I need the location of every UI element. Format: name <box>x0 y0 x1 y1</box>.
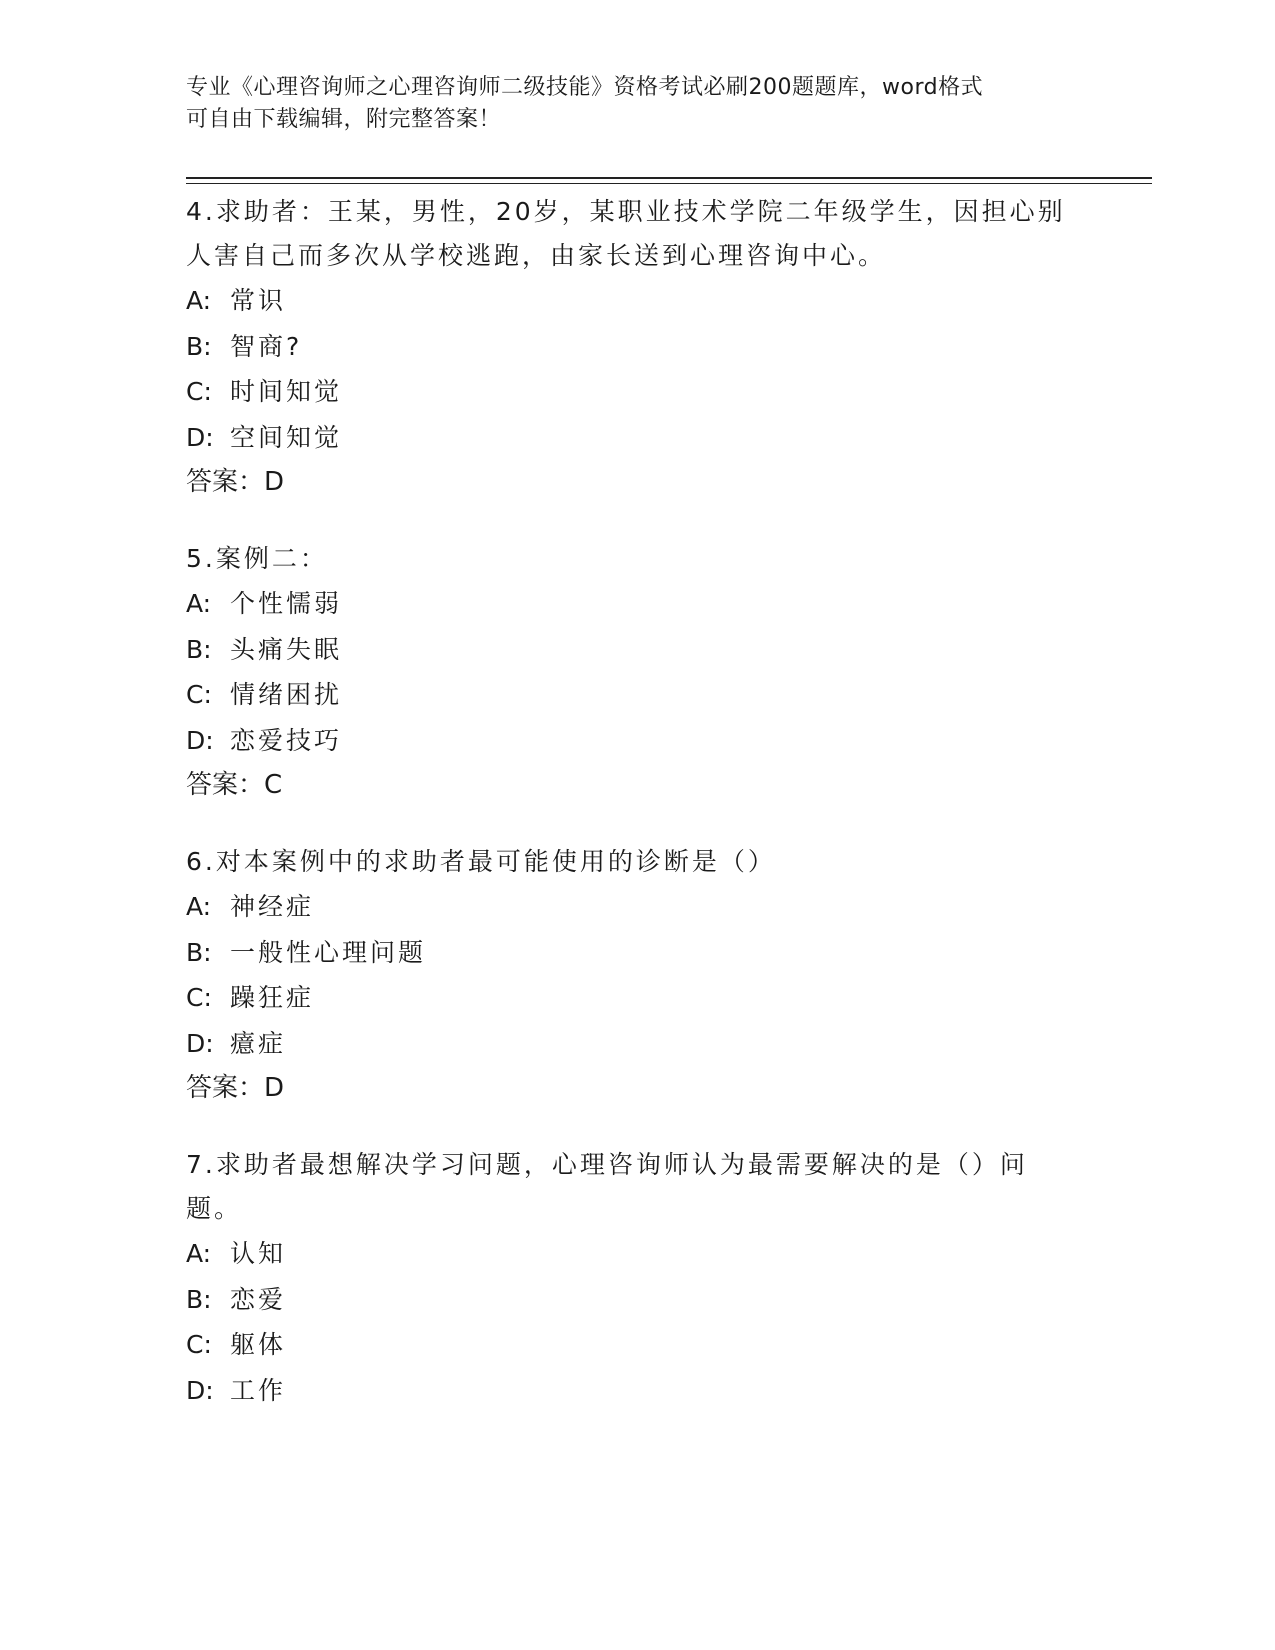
option-b <box>186 324 1066 370</box>
option-letter: D: <box>186 422 214 452</box>
option-text: 头痛失眠 <box>230 634 343 664</box>
option-c <box>186 369 1066 415</box>
question-4 <box>186 190 1066 505</box>
header-divider-thin <box>186 183 1152 184</box>
option-letter: C: <box>186 1330 212 1359</box>
option-a <box>186 1231 1066 1277</box>
option-c <box>186 1322 1066 1368</box>
option-letter: A: <box>186 589 212 618</box>
option-c <box>186 975 1066 1021</box>
option-letter: D: <box>186 1028 214 1058</box>
option-letter: C: <box>186 983 212 1012</box>
option-letter: D: <box>186 1375 214 1405</box>
option-d <box>186 1368 1066 1414</box>
option-b <box>186 1277 1066 1323</box>
option-text: 个性懦弱 <box>230 589 343 618</box>
option-text: 躯体 <box>230 1330 287 1359</box>
answer-line: 答案：D <box>186 1073 285 1103</box>
question-text: 7.求助者最想解决学习问题，心理咨询师认为最需要解决的是（）问题。 <box>186 1150 1028 1223</box>
question-6 <box>186 840 1066 1111</box>
option-d <box>186 415 1066 461</box>
header-line-2: 可自由下载编辑，附完整答案！ <box>186 107 502 132</box>
option-letter: B: <box>186 937 212 967</box>
option-letter: A: <box>186 1239 212 1268</box>
option-text: 常识 <box>230 286 287 315</box>
option-letter: B: <box>186 331 212 361</box>
answer-line: 答案：C <box>186 770 283 800</box>
option-b <box>186 930 1066 976</box>
option-d <box>186 718 1066 764</box>
question-text: 6.对本案例中的求助者最可能使用的诊断是（） <box>186 847 776 876</box>
option-letter: C: <box>186 377 212 406</box>
question-5 <box>186 537 1066 808</box>
option-c <box>186 672 1066 718</box>
option-text: 时间知觉 <box>230 377 343 406</box>
header-divider-thick <box>186 177 1152 179</box>
question-list <box>186 190 1066 1445</box>
option-text: 躁狂症 <box>230 983 315 1012</box>
option-text: 认知 <box>230 1239 287 1268</box>
option-letter: A: <box>186 286 212 315</box>
option-text: 一般性心理问题 <box>230 937 427 967</box>
option-letter: B: <box>186 634 212 664</box>
question-7 <box>186 1143 1066 1413</box>
option-a <box>186 278 1066 324</box>
option-text: 神经症 <box>230 892 315 921</box>
option-letter: C: <box>186 680 212 709</box>
option-text: 情绪困扰 <box>230 680 343 709</box>
header-line-1: 专业《心理咨询师之心理咨询师二级技能》资格考试必刷200题题库，word格式 <box>186 75 984 100</box>
question-text: 4.求助者：王某，男性，20岁，某职业技术学院二年级学生，因担心别人害自己而多次从学校逃跑，由家长送到心理咨询中心。 <box>186 197 1066 270</box>
option-text: 癔症 <box>230 1028 287 1058</box>
option-a <box>186 581 1066 627</box>
answer-line: 答案：D <box>186 467 285 497</box>
option-letter: D: <box>186 725 214 755</box>
option-text: 恋爱 <box>230 1284 287 1314</box>
option-d <box>186 1021 1066 1067</box>
option-letter: A: <box>186 892 212 921</box>
option-letter: B: <box>186 1284 212 1314</box>
question-text: 5.案例二： <box>186 544 328 573</box>
option-b <box>186 627 1066 673</box>
document-header <box>186 72 1086 136</box>
option-text: 工作 <box>230 1375 287 1405</box>
option-text: 恋爱技巧 <box>230 725 343 755</box>
option-text: 空间知觉 <box>230 422 343 452</box>
option-text: 智商? <box>230 331 303 361</box>
option-a <box>186 884 1066 930</box>
